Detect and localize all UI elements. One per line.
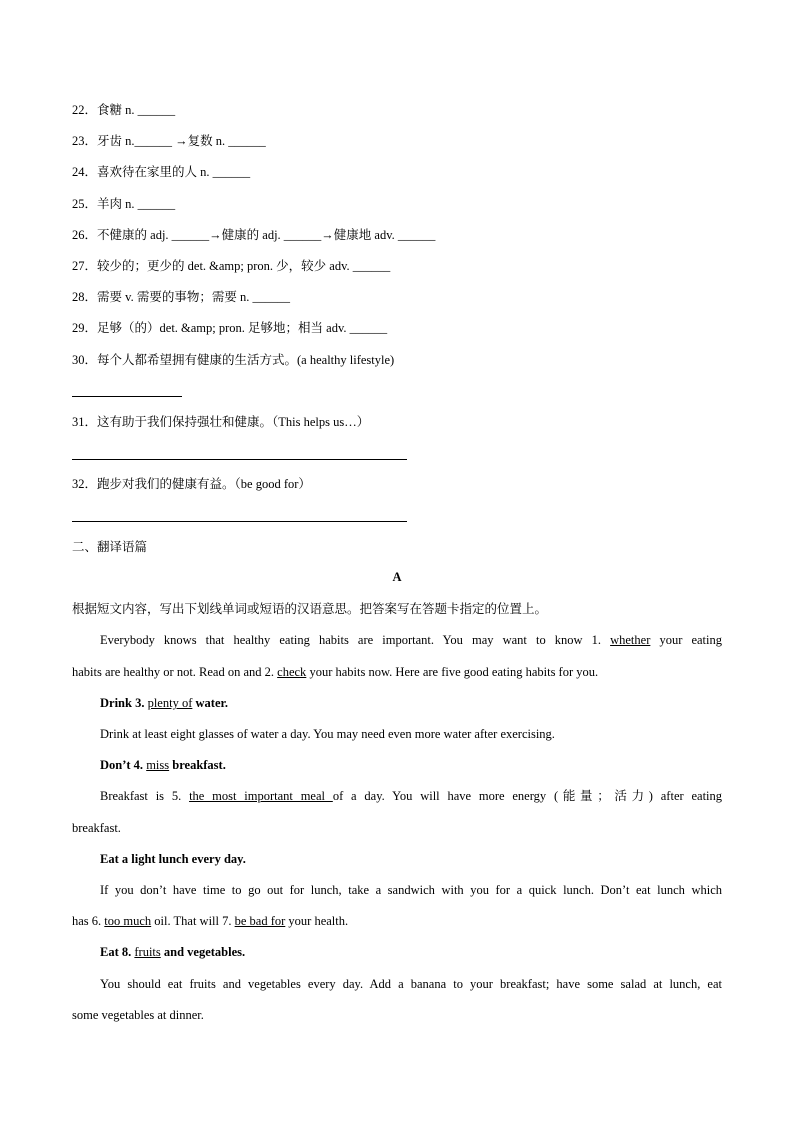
item-text: 每个人都希望拥有健康的生活方式。(a healthy lifestyle) [97,353,395,367]
underlined-word-7: be bad for [234,914,286,928]
item-text: 羊肉 n. ______ [97,197,176,211]
passage-paragraph-5: If you don’t have time to go out for lunch, take a sandwich with you for a quick lunch. Don’t eat lunch which [100,883,722,897]
passage-letter: A [392,570,402,584]
item-text: 足够（的）det. &amp; pron. 足够地；相当 adv. ______ [97,321,388,335]
habit-heading-2: Don’t 4. miss breakfast. [100,758,226,772]
vocab-item-29 [72,320,387,336]
item-text: 食糖 n. ______ [97,103,176,117]
habit-heading-4: Eat 8. fruits and vegetables. [100,945,246,959]
underlined-word-4: miss [146,758,170,772]
item-text: 牙齿 n.______ →复数 n. ______ [97,134,266,148]
item-number: 29． [72,321,98,335]
passage-paragraph-1-cont: habits are healthy or not. Read on and 2. check your habits now. Here are five good eating habits for you. [72,665,599,679]
item-number: 30． [72,353,98,367]
section-heading: 二、翻译语篇 [72,540,148,554]
translation-item-31 [72,414,369,430]
habit-heading-3: Eat a light lunch every day. [100,852,246,866]
underlined-word-8: fruits [134,945,161,959]
item-number: 23． [72,134,98,148]
passage-paragraph-1: Everybody knows that healthy eating habits are important. You may want to know 1. whether your eating [100,633,722,647]
answer-line-32[interactable] [72,521,407,522]
item-text: 跑步对我们的健康有益。（be good for） [97,477,311,491]
underlined-word-2: check [277,665,307,679]
underlined-word-6: too much [104,914,152,928]
vocab-item-22 [72,102,175,118]
passage-paragraph-5-cont: has 6. too much oil. That will 7. be bad for your health. [72,914,349,928]
translation-item-32 [72,476,311,492]
item-text: 较少的；更少的 det. &amp; pron. 少，较少 adv. ______ [97,259,391,273]
underlined-word-1: whether [610,633,651,647]
item-text: 需要 v. 需要的事物；需要 n. ______ [97,290,290,304]
passage-paragraph-4: Breakfast is 5. the most important meal of a day. You will have more energy (能量；活力) after eating [100,789,723,803]
item-text: 喜欢待在家里的人 n. ______ [97,165,251,179]
item-number: 26． [72,228,98,242]
item-text: 这有助于我们保持强壮和健康。（This helps us…） [97,415,370,429]
item-number: 27． [72,259,98,273]
habit-heading-1: Drink 3. plenty of water. [100,696,229,710]
answer-line-30[interactable] [72,396,182,397]
underlined-word-5: the most important meal [189,789,333,803]
vocab-item-25 [72,196,175,212]
underlined-word-3: plenty of [147,696,193,710]
answer-line-31[interactable] [72,459,407,460]
vocab-item-27 [72,258,390,274]
passage-paragraph-6: You should eat fruits and vegetables every day. Add a banana to your breakfast; have some salad at lunch, eat [100,977,722,991]
item-number: 22． [72,103,98,117]
passage-paragraph-3: Drink at least eight glasses of water a day. You may need even more water after exercising. [100,727,555,741]
item-number: 25． [72,197,98,211]
translation-item-30 [72,352,394,368]
vocab-item-23 [72,133,266,149]
vocab-item-26 [72,227,435,243]
item-text: 不健康的 adj. ______→健康的 adj. ______→健康地 adv. ______ [97,228,436,242]
passage-paragraph-6-cont: some vegetables at dinner. [72,1008,204,1022]
instruction: 根据短文内容，写出下划线单词或短语的汉语意思。把答案写在答题卡指定的位置上。 [72,602,548,616]
vocab-item-24 [72,164,250,180]
passage-paragraph-4-cont: breakfast. [72,821,121,835]
item-number: 32． [72,477,98,491]
item-number: 24． [72,165,98,179]
vocab-item-28 [72,289,290,305]
item-number: 31． [72,415,98,429]
item-number: 28． [72,290,98,304]
